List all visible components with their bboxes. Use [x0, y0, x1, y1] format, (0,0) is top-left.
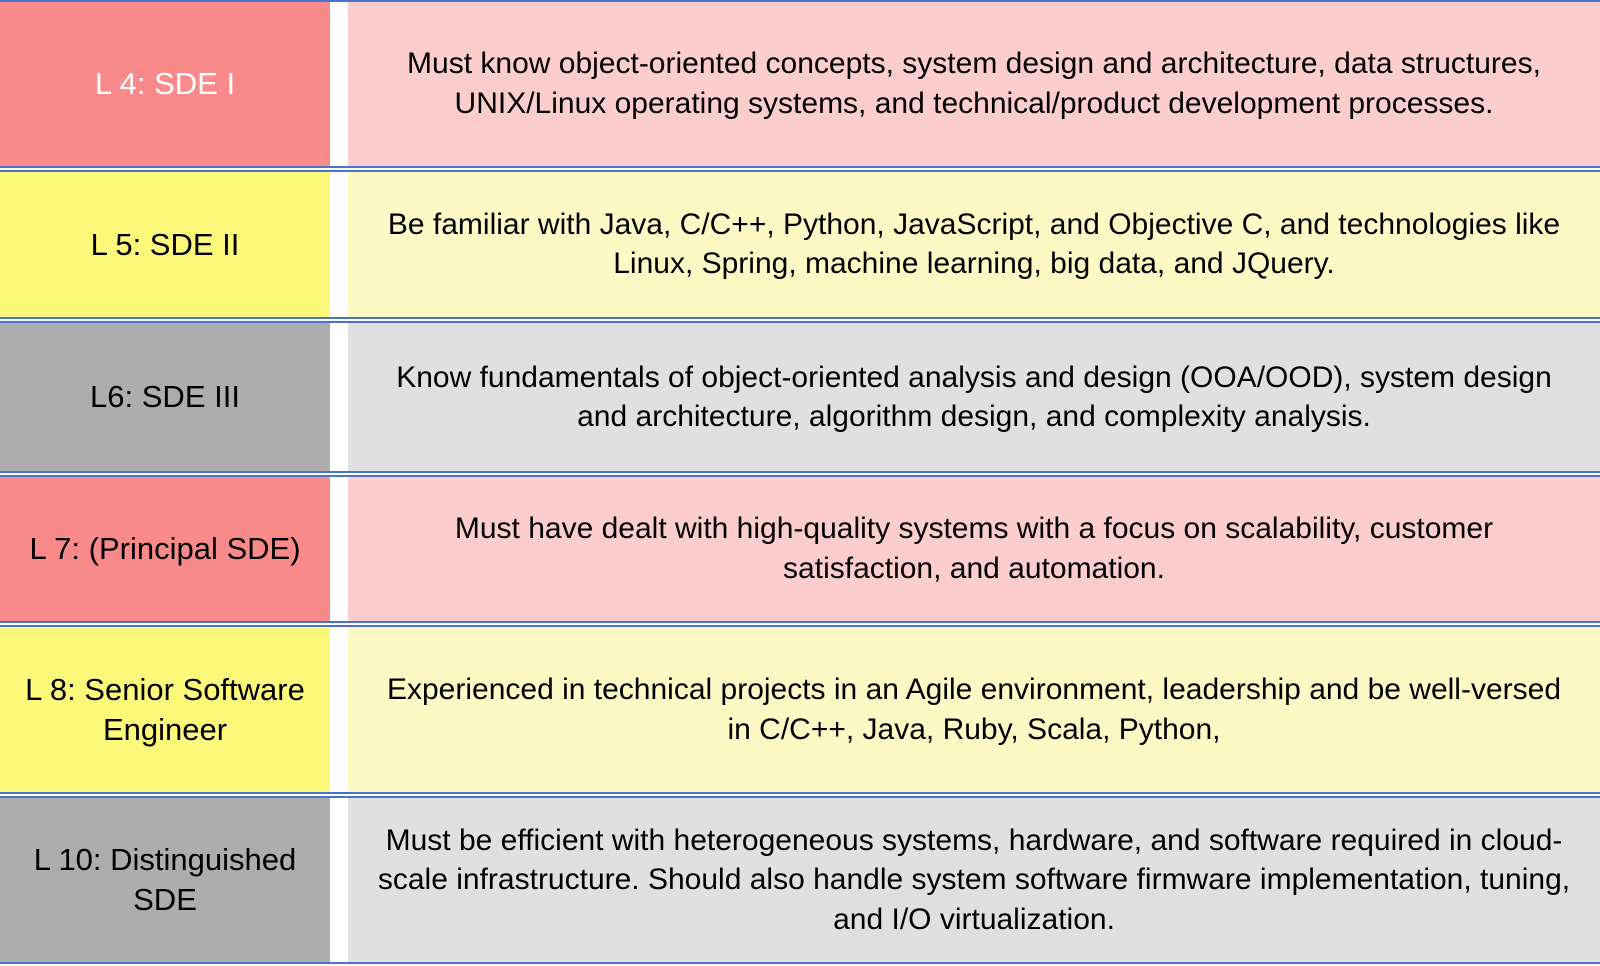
level-name-cell — [0, 798, 330, 962]
level-description-text: Must have dealt with high-quality systems with a focus on scalability, customer satisfaction, and automation. — [454, 512, 1494, 585]
level-description-text: Must know object-oriented concepts, system design and architecture, data structures, UNIX/Linux operating systems, and technical/product development processes. — [407, 47, 1541, 120]
level-name-text: L 8: Senior Software Engineer — [25, 671, 305, 747]
level-name-text: L 5: SDE II — [90, 226, 240, 262]
level-description-text: Must be efficient with heterogeneous systems, hardware, and software required in cloud-scale infrastructure. Should also handle system software firmware implementation, tuning, and I/O virtualization. — [377, 823, 1571, 936]
level-description-text: Experienced in technical projects in an Agile environment, leadership and be well-versed in C/C++, Java, Ruby, Scala, Python, — [386, 672, 1561, 746]
level-description-cell — [348, 798, 1600, 962]
level-name-cell — [0, 627, 330, 793]
level-description-cell — [348, 477, 1600, 621]
level-name-cell — [0, 477, 330, 621]
level-name-text: L 4: SDE I — [94, 65, 236, 101]
table-row — [0, 475, 1600, 623]
level-description-cell — [348, 323, 1600, 471]
level-description-cell — [348, 172, 1600, 318]
level-description-cell — [348, 627, 1600, 793]
level-description-text: Know fundamentals of object-oriented analysis and design (OOA/OOD), system design and architecture, algorithm design, and complexity analysis. — [396, 360, 1552, 434]
level-description-cell — [348, 2, 1600, 166]
level-name-text: L6: SDE III — [90, 379, 240, 415]
level-name-text: L 7: (Principal SDE) — [29, 531, 301, 567]
table-row — [0, 321, 1600, 473]
table-row — [0, 796, 1600, 964]
level-description-text: Be familiar with Java, C/C++, Python, JavaScript, and Objective C, and technologies like Linux, Spring, machine learning, big data, and JQuery. — [387, 207, 1561, 281]
table-row — [0, 0, 1600, 168]
table-row — [0, 170, 1600, 320]
level-name-text: L 10: Distinguished SDE — [33, 842, 297, 918]
level-name-cell — [0, 2, 330, 166]
table-row — [0, 625, 1600, 795]
level-name-cell — [0, 323, 330, 471]
level-name-cell — [0, 172, 330, 318]
